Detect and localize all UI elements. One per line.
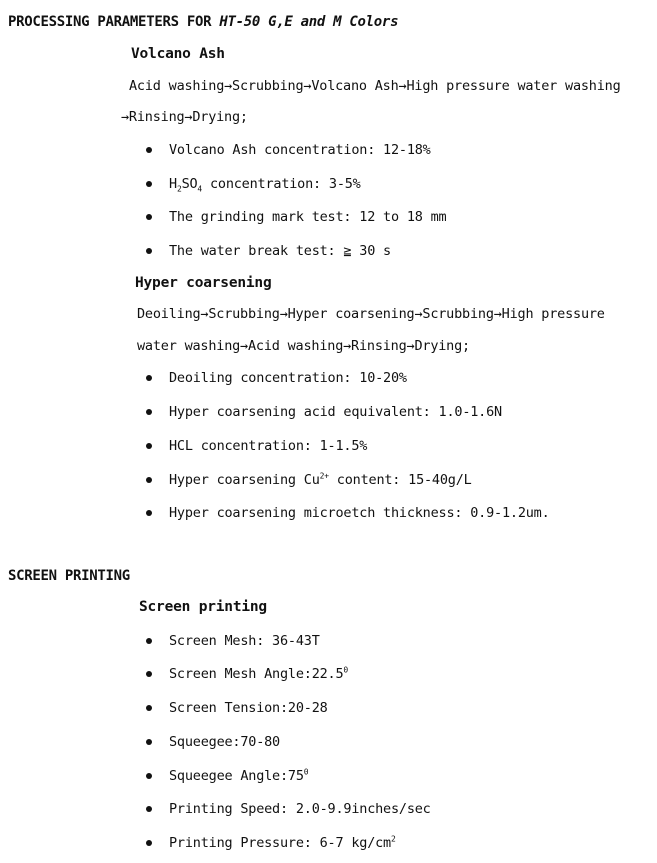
list-item-text: Deoiling concentration: 10-20% — [169, 370, 407, 386]
list-item-text: Screen Mesh: 36-43T — [169, 633, 320, 649]
processing-title-prefix: PROCESSING PARAMETERS FOR — [8, 14, 220, 30]
list-item-text: Hyper coarsening acid equivalent: 1.0-1.6N — [169, 404, 502, 420]
bullet-icon — [146, 840, 152, 846]
hyper-coarsening-process-line-2: water washing→Acid washing→Rinsing→Drying; — [137, 338, 470, 354]
list-item-text: The grinding mark test: 12 to 18 mm — [169, 209, 447, 225]
screen-printing-heading: Screen printing — [139, 599, 267, 615]
list-item-text: Screen Mesh Angle:22.5$^0$ — [169, 665, 349, 682]
bullet-icon — [146, 214, 152, 220]
list-item-text: $H_2SO_4$ concentration: 3-5% — [169, 176, 361, 194]
processing-title — [8, 14, 398, 30]
list-item-text: Squeegee:70-80 — [169, 734, 280, 750]
bullet-icon — [146, 248, 152, 254]
bullet-icon — [146, 181, 152, 187]
list-item-text: HCL concentration: 1-1.5% — [169, 438, 368, 454]
list-item-text: Printing Pressure: 6-7 $kg/cm^2$ — [169, 834, 396, 851]
volcano-ash-heading: Volcano Ash — [131, 46, 225, 62]
bullet-icon — [146, 705, 152, 711]
list-item-text: Screen Tension:20-28 — [169, 700, 328, 716]
bullet-icon — [146, 375, 152, 381]
list-item-text: Volcano Ash concentration: 12-18% — [169, 142, 431, 158]
hyper-coarsening-process-line-1: Deoiling→Scrubbing→Hyper coarsening→Scrubbing→High pressure — [137, 306, 605, 322]
bullet-icon — [146, 510, 152, 516]
bullet-icon — [146, 147, 152, 153]
screen-printing-title: SCREEN PRINTING — [8, 568, 130, 584]
list-item-text: Printing Speed: 2.0-9.9inches/sec — [169, 801, 431, 817]
bullet-icon — [146, 409, 152, 415]
bullet-icon — [146, 671, 152, 677]
volcano-ash-process-line-2: →Rinsing→Drying; — [121, 109, 248, 125]
list-item-text: Squeegee $Angle:75^0$ — [169, 767, 309, 784]
list-item-text: The water break test: ≧ 30 s — [169, 243, 391, 259]
volcano-ash-process-line-1: Acid washing→Scrubbing→Volcano Ash→High pressure water washing — [129, 78, 621, 94]
bullet-icon — [146, 739, 152, 745]
list-item-text: Hyper coarsening $Cu^{2+}$ content: 15-40g/L — [169, 471, 472, 488]
bullet-icon — [146, 806, 152, 812]
bullet-icon — [146, 477, 152, 483]
hyper-coarsening-heading: Hyper coarsening — [135, 275, 272, 291]
bullet-icon — [146, 443, 152, 449]
bullet-icon — [146, 638, 152, 644]
list-item-text: Hyper coarsening microetch thickness: 0.9-1.2um. — [169, 505, 550, 521]
bullet-icon — [146, 773, 152, 779]
processing-title-product: HT-50 G,E and M Colors — [219, 14, 399, 30]
